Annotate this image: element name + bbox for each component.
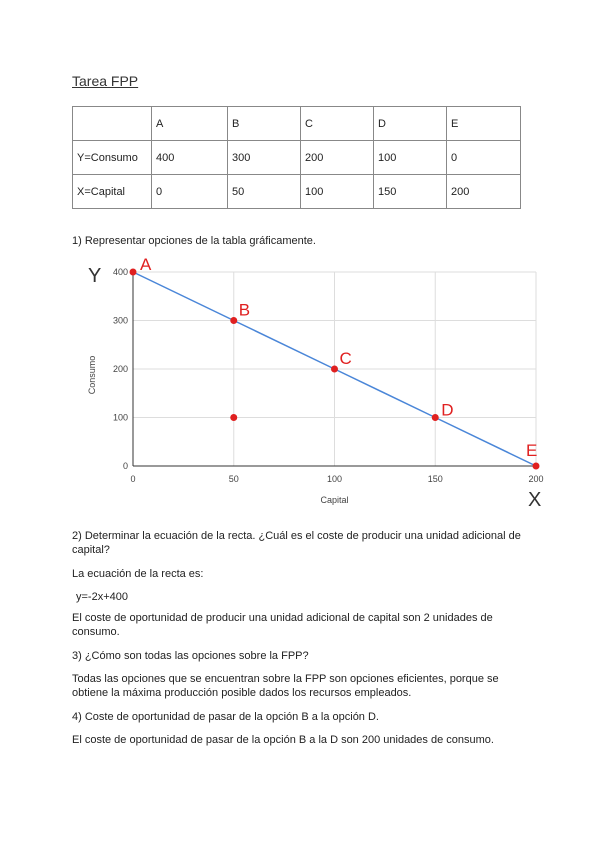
data-point-e [533,463,540,470]
table-cell: 50 [228,175,301,209]
y-tick-label: 400 [112,267,128,277]
data-point-a [130,269,137,276]
handwritten-y-label: Y [88,265,102,287]
point-label-e: E [526,441,538,460]
table-cell: A [152,107,228,141]
table-cell: 0 [447,141,521,175]
x-tick-label: 200 [528,474,544,484]
y-tick-label: 100 [112,412,128,423]
x-tick-label: 50 [228,474,239,484]
data-point-b [230,317,237,324]
table-cell: C [301,107,374,141]
table-cell: X=Capital [73,175,152,209]
answer-2-equation: y=-2x+400 [76,591,128,603]
answer-2-intro: La ecuación de la recta es: [72,568,204,580]
table-cell: 200 [301,141,374,175]
answer-2-text: El coste de oportunidad de producir una unidad adicional de capital son 2 unidades de consumo. [72,612,493,638]
data-point-c [331,366,338,373]
point-label-d: D [441,400,454,420]
data-point [230,414,237,421]
question-2: 2) Determinar la ecuación de la recta. ¿Cuál es el coste de producir una unidad adicional de capital? [72,530,521,556]
table-cell: B [228,107,301,141]
table-cell: 0 [152,175,228,209]
table-cell: 100 [301,175,374,209]
table-cell: D [374,107,447,141]
document-title: Tarea FPP [72,73,139,89]
table-cell: E [447,107,521,141]
table-cell: 150 [374,175,447,209]
x-tick-label: 150 [427,474,443,484]
x-tick-label: 0 [130,474,136,484]
question-3: 3) ¿Cómo son todas las opciones sobre la FPP? [72,650,309,662]
y-tick-label: 0 [122,461,128,471]
x-tick-label: 100 [326,474,343,484]
table-cell: 400 [152,141,228,175]
point-label-c: C [339,349,352,368]
y-tick-label: 300 [112,315,128,326]
question-4: 4) Coste de oportunidad de pasar de la opción B a la opción D. [72,711,379,723]
table-cell: 100 [374,141,447,175]
table-cell: 300 [228,141,301,175]
table-cell: Y=Consumo [73,141,152,175]
data-point-d [432,414,439,421]
handwritten-x-label: X [528,489,542,511]
answer-3: Todas las opciones que se encuentran sobre la FPP son opciones eficientes, porque se obtiene la máxima producción posible dados los recursos empleados. [72,673,499,699]
y-axis-title: Consumo [87,355,97,395]
answer-4: El coste de oportunidad de pasar de la opción B a la D son 200 unidades de consumo. [72,734,494,746]
table-cell: 200 [447,175,521,209]
x-axis-title: Capital [320,495,349,505]
y-tick-label: 200 [112,364,128,374]
point-label-b: B [238,300,251,320]
question-1: 1) Representar opciones de la tabla gráficamente. [72,235,316,247]
point-label-a: A [140,255,152,274]
